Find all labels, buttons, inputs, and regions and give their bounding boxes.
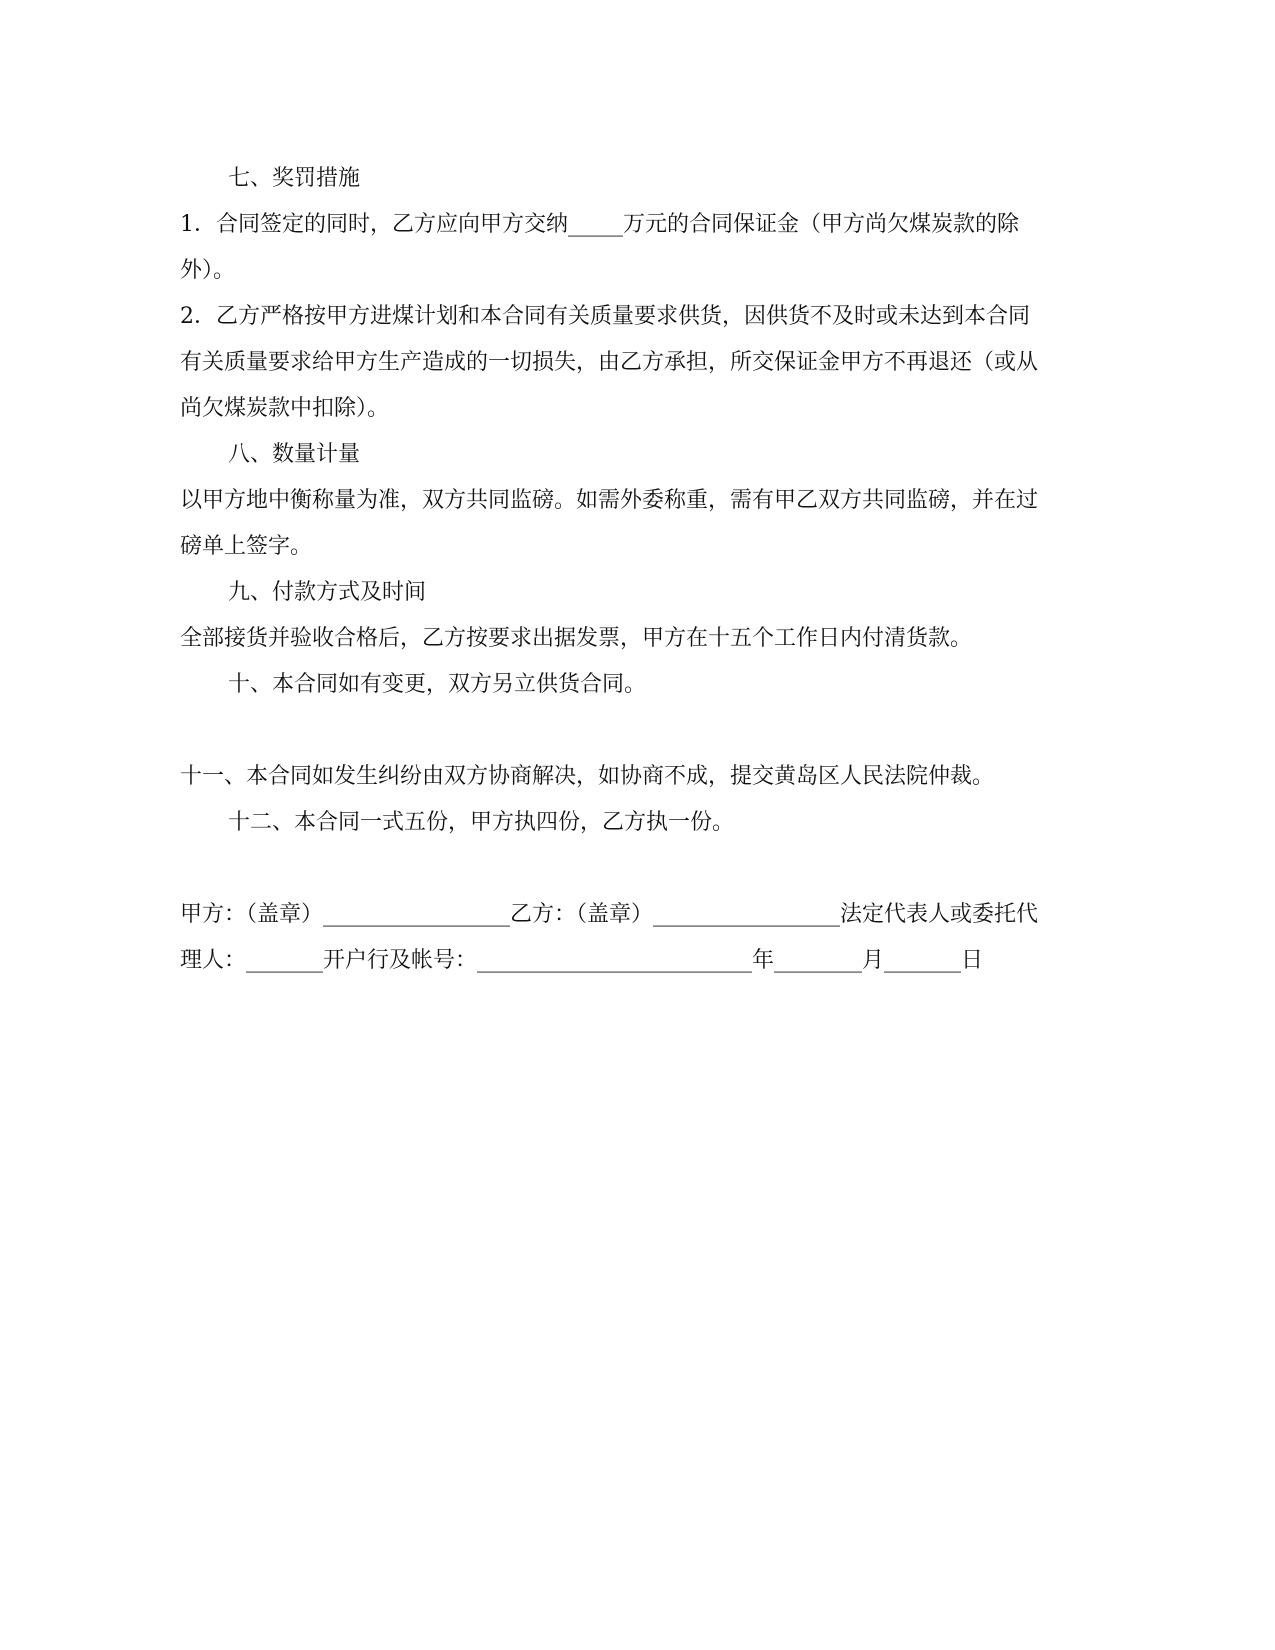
- spacer: [180, 846, 1040, 892]
- section-heading-payment: 九、付款方式及时间: [228, 580, 427, 605]
- spacer: [180, 708, 1040, 754]
- clause-copies: 十二、本合同一式五份，甲方执四份，乙方执一份。: [228, 810, 735, 835]
- clause-supply-quality: 2．乙方严格按甲方进煤计划和本合同有关质量要求供货，因供货不及时或未达到本合同有关质量要求给甲方生产造成的一切损失，由乙方承担，所交保证金甲方不再退还（或从尚欠煤炭款中扣除）。: [180, 304, 1039, 421]
- clause-weighing: 以甲方地中衡称量为准，双方共同监磅。如需外委称重，需有甲乙双方共同监磅，并在过磅单上签字。: [180, 488, 1039, 559]
- section-heading-rewards-penalties: 七、奖罚措施: [228, 166, 361, 191]
- section-heading-quantity-measurement: 八、数量计量: [228, 442, 361, 467]
- clause-deposit: 1．合同签定的同时，乙方应向甲方交纳_____万元的合同保证金（甲方尚欠煤炭款的除外）。: [180, 212, 1019, 283]
- signature-block: 甲方：（盖章）_________________乙方：（盖章）_________________法定代表人或委托代理人：_______开户行及帐号：_________________________年________月_______日: [180, 902, 1039, 973]
- clause-dispute-resolution: 十一、本合同如发生纠纷由双方协商解决，如协商不成，提交黄岛区人民法院仲裁。: [180, 764, 995, 789]
- section-heading-contract-changes: 十、本合同如有变更，双方另立供货合同。: [228, 672, 647, 697]
- document-body: [180, 156, 1040, 984]
- clause-payment-terms: 全部接货并验收合格后，乙方按要求出据发票，甲方在十五个工作日内付清货款。: [180, 626, 973, 651]
